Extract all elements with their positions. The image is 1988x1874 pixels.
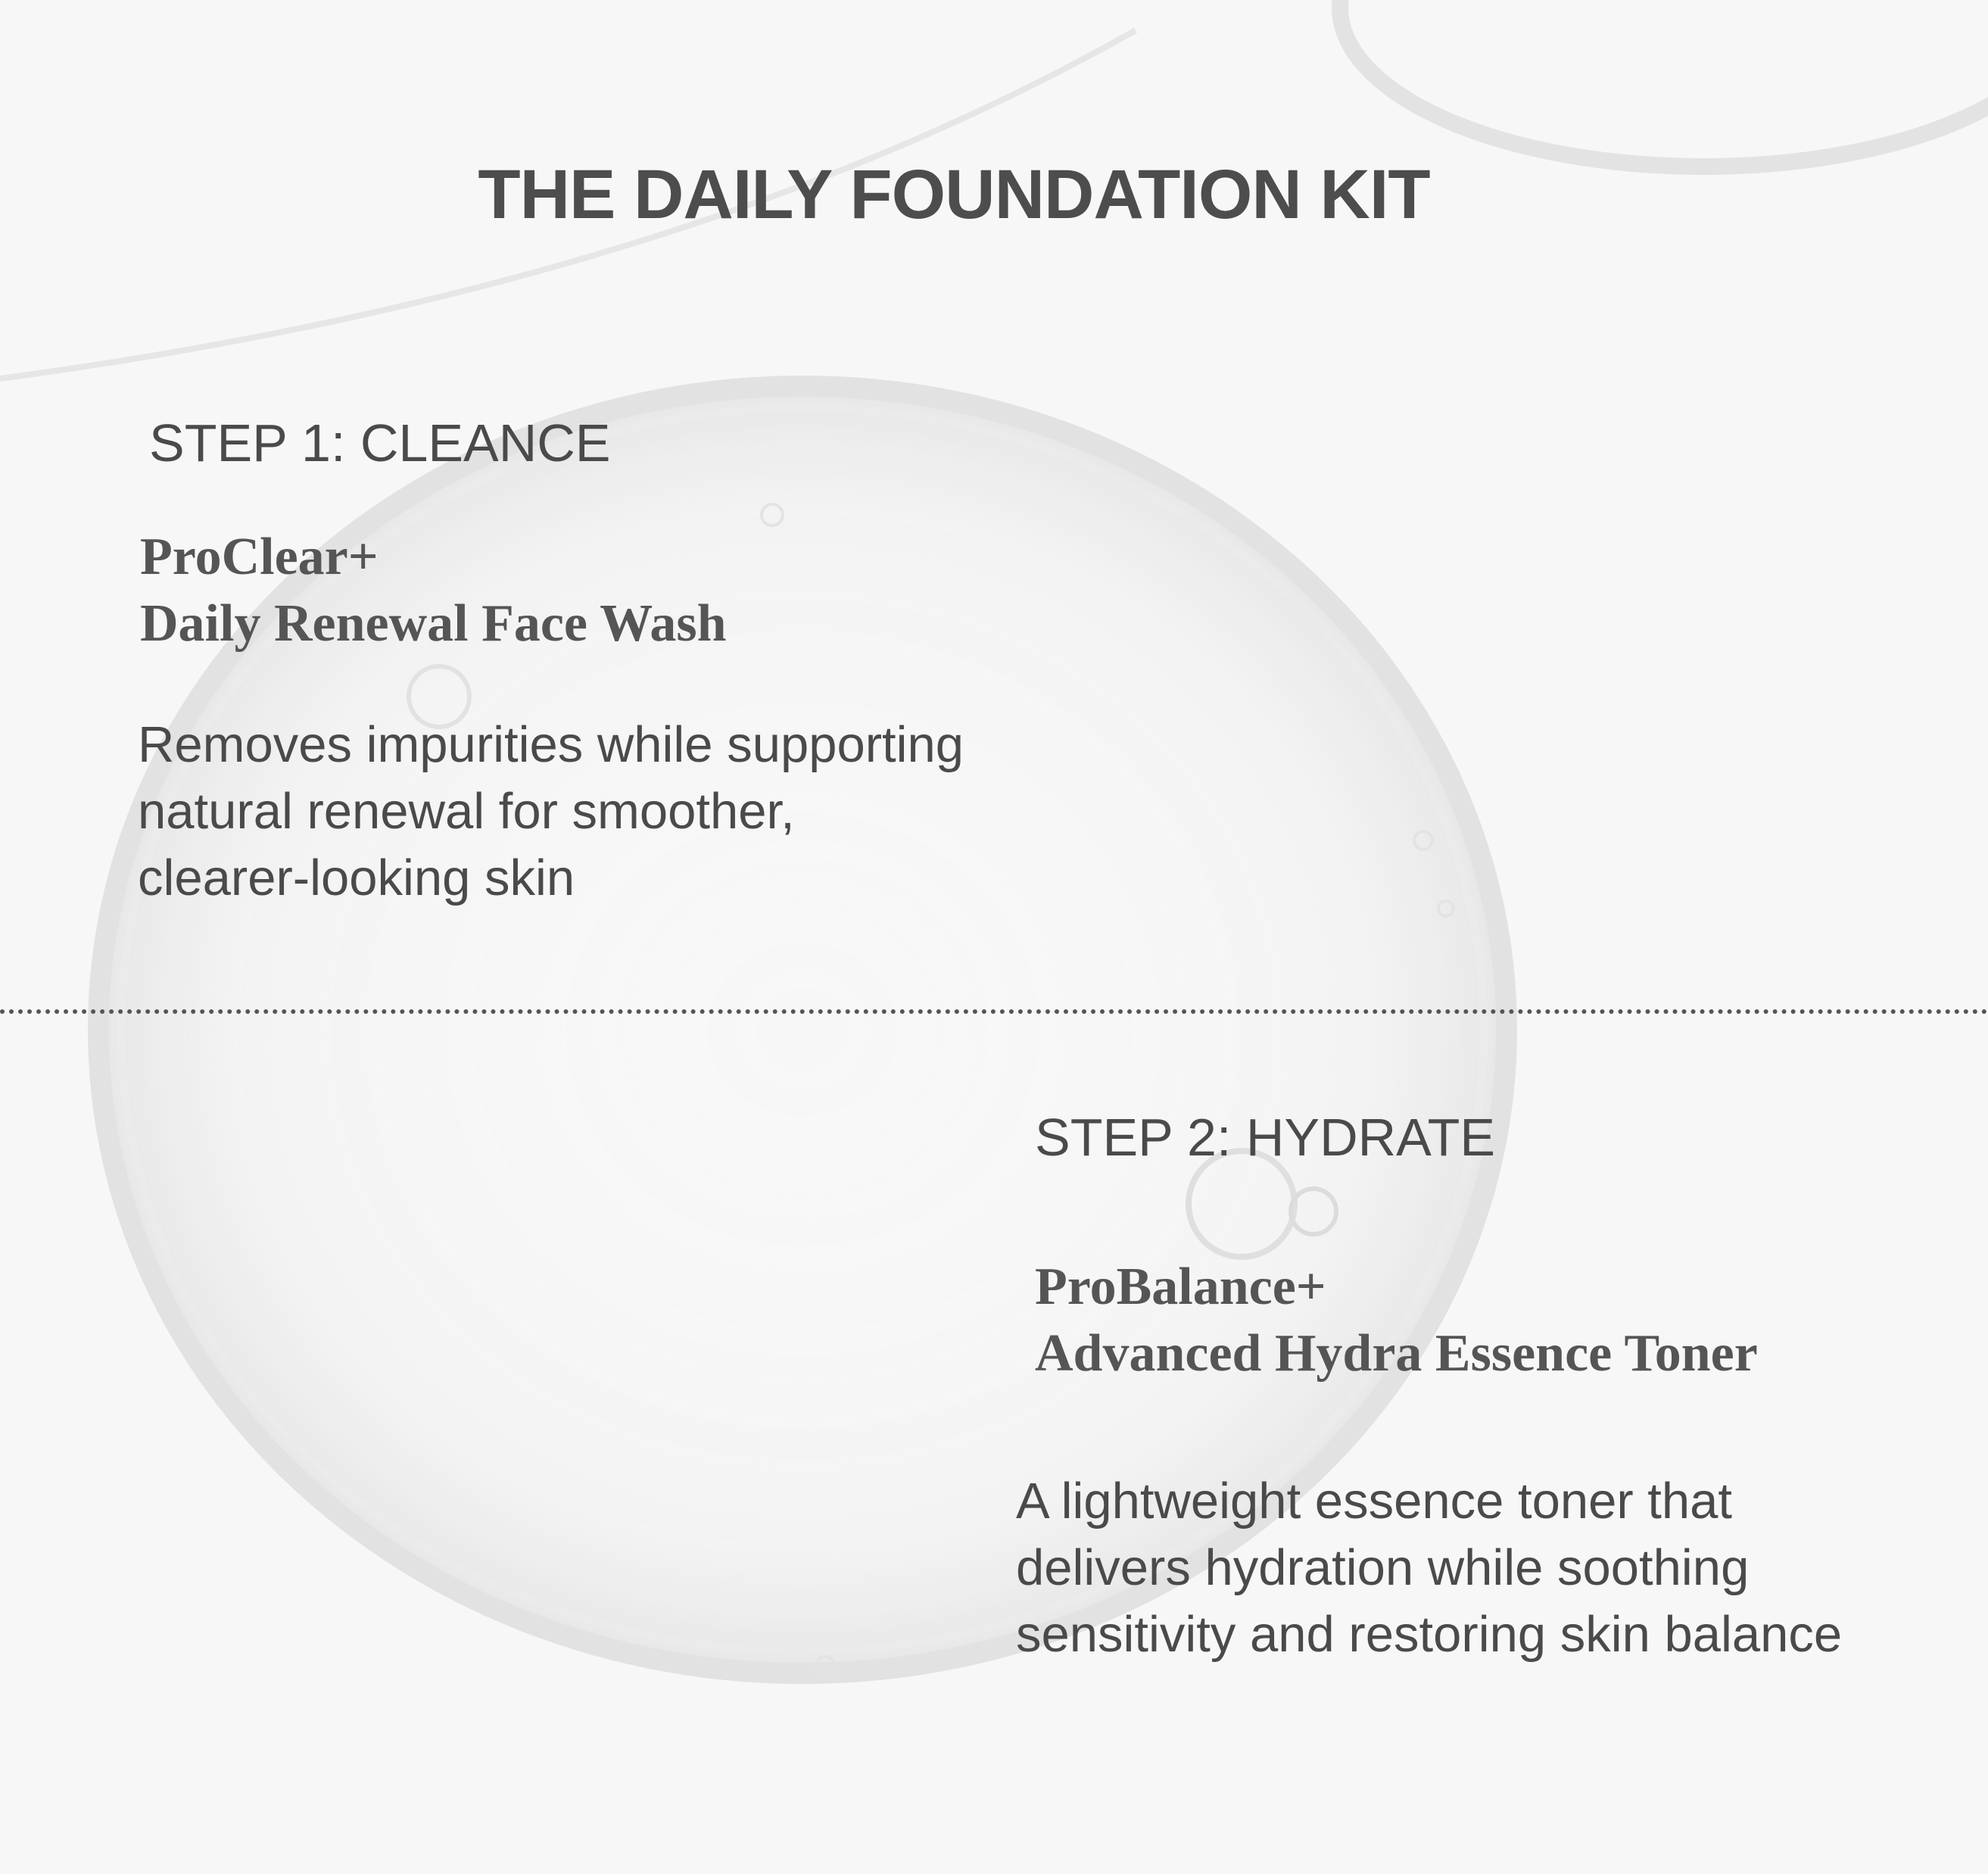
step-1-product-line-2: Daily Renewal Face Wash [140, 594, 727, 653]
dotted-divider [0, 1009, 1988, 1014]
step-2-product-line-1: ProBalance+ [1035, 1258, 1326, 1316]
step-2-label: STEP 2: HYDRATE [1035, 1108, 1496, 1167]
step-1-product-name [140, 524, 727, 657]
step-1-description: Removes impurities while supporting natural renewal for smoother, clearer-looking skin [138, 716, 964, 906]
step-1-product-line-1: ProClear+ [140, 528, 379, 586]
step-1-label: STEP 1: CLEANCE [149, 413, 611, 472]
step-2-product-name [1035, 1254, 1758, 1387]
page-title: THE DAILY FOUNDATION KIT [478, 156, 1430, 233]
step-2-description: A lightweight essence toner that delivers hydration while soothing sensitivity and restoring skin balance [1016, 1473, 1843, 1663]
step-2-product-line-2: Advanced Hydra Essence Toner [1035, 1324, 1758, 1383]
